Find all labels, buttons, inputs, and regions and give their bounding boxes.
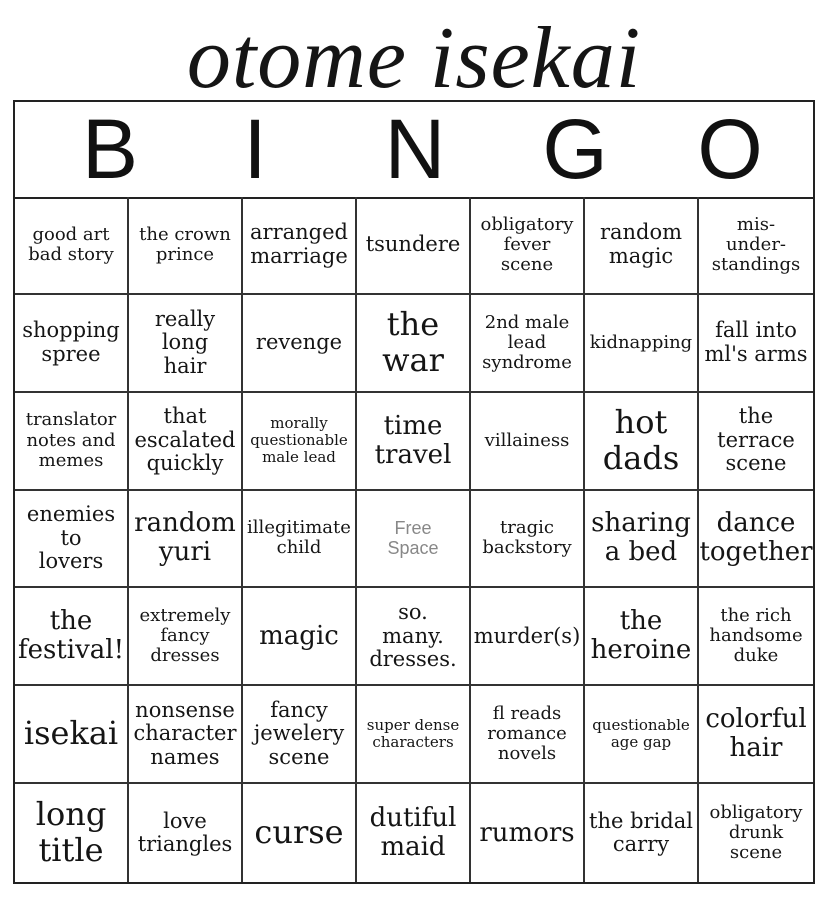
- bingo-cell[interactable]: [585, 491, 699, 589]
- bingo-cell-label: random magic: [599, 220, 683, 268]
- bingo-cell-label: dutiful maid: [369, 802, 457, 863]
- bingo-cell-label: questionable age gap: [592, 716, 690, 752]
- bingo-cell-label: revenge: [255, 330, 343, 355]
- bingo-cell[interactable]: [129, 686, 243, 784]
- bingo-cell[interactable]: [471, 295, 585, 393]
- bingo-cell-label: super dense characters: [366, 716, 460, 752]
- bingo-cell-label: hot dads: [602, 402, 680, 477]
- bingo-cell[interactable]: [129, 393, 243, 491]
- page-title: otome isekai: [186, 10, 642, 107]
- bingo-cell-label: Free Space: [387, 518, 439, 559]
- header-letter-o: O: [697, 102, 763, 196]
- bingo-cell-label: the terrace scene: [717, 404, 795, 476]
- bingo-cell[interactable]: [357, 197, 471, 295]
- header-letter-b: B: [81, 102, 139, 196]
- bingo-cell[interactable]: [585, 393, 699, 491]
- bingo-cell[interactable]: [129, 197, 243, 295]
- bingo-cell-label: villainess: [484, 429, 570, 451]
- bingo-cell-label: dance together: [699, 508, 813, 568]
- bingo-cell[interactable]: [585, 295, 699, 393]
- bingo-cell-label: enemies to lovers: [26, 502, 116, 574]
- bingo-cell-label: extremely fancy dresses: [139, 605, 231, 667]
- bingo-cell[interactable]: [471, 491, 585, 589]
- bingo-cell-label: the rich handsome duke: [709, 605, 803, 667]
- bingo-cell[interactable]: [699, 295, 813, 393]
- bingo-board: [13, 100, 815, 884]
- bingo-cell-label: the crown prince: [139, 223, 231, 265]
- bingo-cell-label: good art bad story: [28, 223, 114, 265]
- bingo-cell[interactable]: [357, 686, 471, 784]
- bingo-cell-label: translator notes and memes: [25, 409, 117, 471]
- bingo-cell[interactable]: [129, 491, 243, 589]
- bingo-cell[interactable]: [471, 393, 585, 491]
- bingo-cell-label: illegitimate child: [247, 517, 351, 559]
- bingo-cell[interactable]: [15, 197, 129, 295]
- bingo-cell[interactable]: [15, 588, 129, 686]
- bingo-cell[interactable]: [357, 295, 471, 393]
- bingo-cell-label: rumors: [479, 817, 575, 848]
- bingo-cell-label: fancy jewelery scene: [253, 697, 345, 769]
- bingo-cell-label: the festival!: [17, 606, 125, 666]
- bingo-cell-label: shopping spree: [22, 318, 120, 366]
- bingo-cell-label: nonsense character names: [133, 697, 237, 769]
- bingo-cell[interactable]: [471, 784, 585, 882]
- bingo-cell-label: tragic backstory: [482, 517, 572, 559]
- bingo-cell-label: random yuri: [134, 508, 236, 568]
- bingo-cell[interactable]: [699, 197, 813, 295]
- bingo-cell[interactable]: [699, 588, 813, 686]
- bingo-cell-label: morally questionable male lead: [250, 414, 348, 467]
- bingo-cell[interactable]: [585, 784, 699, 882]
- bingo-cell-label: obligatory drunk scene: [709, 801, 803, 864]
- bingo-cell-label: the war: [382, 304, 444, 379]
- bingo-cell[interactable]: [15, 393, 129, 491]
- bingo-cell[interactable]: [15, 686, 129, 784]
- bingo-cell[interactable]: [15, 491, 129, 589]
- bingo-cell[interactable]: [585, 588, 699, 686]
- bingo-grid: [15, 197, 813, 882]
- bingo-cell-label: isekai: [23, 714, 119, 753]
- bingo-cell[interactable]: [471, 197, 585, 295]
- bingo-cell-label: kidnapping: [589, 331, 693, 353]
- bingo-cell-label: magic: [259, 620, 339, 651]
- bingo-cell[interactable]: [471, 588, 585, 686]
- bingo-cell[interactable]: [357, 393, 471, 491]
- bingo-cell[interactable]: [243, 295, 357, 393]
- bingo-cell-label: fall into ml's arms: [704, 318, 808, 366]
- bingo-cell-label: mis- under- standings: [711, 213, 801, 275]
- bingo-cell-label: the heroine: [590, 606, 692, 666]
- bingo-cell-label: long title: [35, 795, 107, 870]
- bingo-cell-label: really long hair: [154, 306, 216, 378]
- bingo-cell-label: love triangles: [137, 808, 233, 857]
- bingo-cell[interactable]: [699, 393, 813, 491]
- bingo-cell[interactable]: [243, 686, 357, 784]
- bingo-cell-label: that escalated quickly: [134, 404, 236, 476]
- bingo-cell[interactable]: [129, 588, 243, 686]
- bingo-cell[interactable]: [15, 784, 129, 882]
- bingo-cell-label: tsundere: [365, 232, 461, 257]
- bingo-cell[interactable]: [243, 588, 357, 686]
- bingo-cell-label: sharing a bed: [591, 508, 691, 568]
- bingo-cell[interactable]: [471, 686, 585, 784]
- bingo-cell-label: obligatory fever scene: [480, 213, 574, 275]
- bingo-cell-label: colorful hair: [705, 704, 807, 764]
- header-letter-i: I: [243, 102, 267, 196]
- bingo-cell[interactable]: [243, 393, 357, 491]
- bingo-cell[interactable]: [699, 491, 813, 589]
- bingo-cell[interactable]: [357, 588, 471, 686]
- bingo-cell[interactable]: [699, 686, 813, 784]
- bingo-cell[interactable]: [699, 784, 813, 882]
- bingo-cell-label: 2nd male lead syndrome: [482, 311, 572, 373]
- bingo-cell[interactable]: [129, 295, 243, 393]
- bingo-cell-label: time travel: [374, 410, 452, 470]
- bingo-cell-free-space[interactable]: [357, 491, 471, 589]
- bingo-cell[interactable]: [585, 197, 699, 295]
- bingo-cell[interactable]: [243, 197, 357, 295]
- bingo-cell[interactable]: [357, 784, 471, 882]
- bingo-cell-label: curse: [254, 813, 344, 852]
- bingo-cell-label: murder(s): [473, 623, 581, 648]
- bingo-cell[interactable]: [129, 784, 243, 882]
- bingo-cell-label: the bridal carry: [589, 808, 693, 857]
- bingo-cell[interactable]: [585, 686, 699, 784]
- bingo-cell-label: so. many. dresses.: [369, 600, 457, 672]
- bingo-cell[interactable]: [243, 491, 357, 589]
- header-letter-n: N: [384, 102, 446, 196]
- bingo-header: [15, 102, 813, 199]
- bingo-cell[interactable]: [243, 784, 357, 882]
- bingo-cell-label: arranged marriage: [250, 220, 348, 268]
- bingo-cell-label: fl reads romance novels: [487, 702, 567, 765]
- bingo-cell[interactable]: [15, 295, 129, 393]
- header-letter-g: G: [542, 102, 608, 196]
